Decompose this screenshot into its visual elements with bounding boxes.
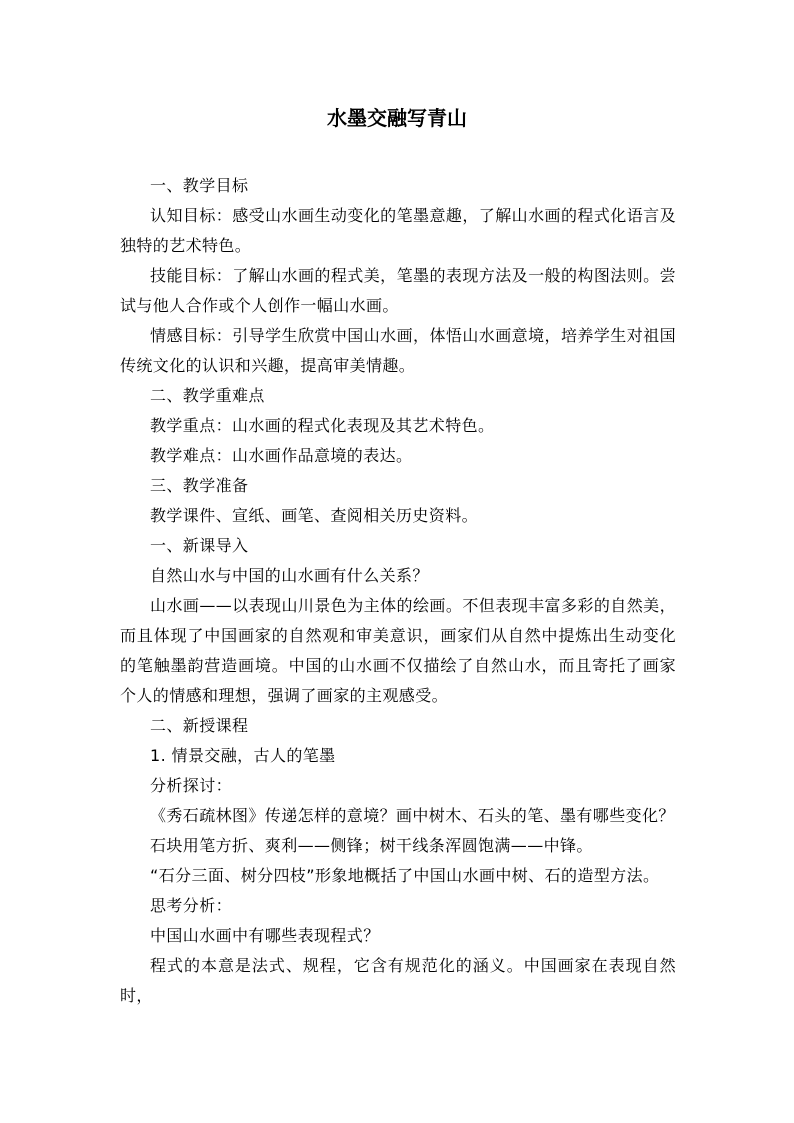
section-heading-new-lesson: 二、新授课程 bbox=[150, 716, 249, 735]
section-heading-introduction: 一、新课导入 bbox=[150, 536, 249, 555]
section-heading-key-points: 二、教学重难点 bbox=[150, 386, 265, 405]
paragraph-program-question: 中国山水画中有哪些表现程式？ bbox=[150, 926, 380, 945]
paragraph-teaching-focus: 教学重点：山水画的程式化表现及其艺术特色。 bbox=[150, 416, 495, 435]
paragraph-thinking-label: 思考分析： bbox=[150, 896, 233, 915]
paragraph-teaching-difficulty: 教学难点：山水画作品意境的表达。 bbox=[150, 446, 413, 465]
document-body bbox=[120, 171, 676, 1011]
subsection-heading-1: 1. 情景交融，古人的笔墨 bbox=[150, 746, 336, 765]
paragraph-preparation-items: 教学课件、宣纸、画笔、查阅相关历史资料。 bbox=[150, 506, 479, 525]
paragraph-modeling-method: “石分三面、树分四枝”形象地概括了中国山水画中树、石的造型方法。 bbox=[150, 866, 660, 885]
paragraph-intro-question: 自然山水与中国的山水画有什么关系？ bbox=[150, 566, 429, 585]
document-title: 水墨交融写青山 bbox=[327, 106, 467, 130]
paragraph-brush-technique: 石块用笔方折、爽利——侧锋；树干线条浑圆饱满——中锋。 bbox=[150, 836, 593, 855]
paragraph-skill-goal: 技能目标：了解山水画的程式美，笔墨的表现方法及一般的构图法则。尝试与他人合作或个人创作一幅山水画。 bbox=[120, 266, 676, 315]
section-heading-preparation: 三、教学准备 bbox=[150, 476, 249, 495]
section-heading-teaching-goals: 一、教学目标 bbox=[150, 176, 249, 195]
paragraph-cognitive-goal: 认知目标：感受山水画生动变化的笔墨意趣，了解山水画的程式化语言及独特的艺术特色。 bbox=[120, 206, 676, 255]
paragraph-analysis-label: 分析探讨： bbox=[150, 776, 233, 795]
paragraph-program-definition: 程式的本意是法式、规程，它含有规范化的涵义。中国画家在表现自然时， bbox=[120, 956, 676, 1005]
paragraph-emotional-goal: 情感目标：引导学生欣赏中国山水画，体悟山水画意境，培养学生对祖国传统文化的认识和兴趣，提高审美情趣。 bbox=[120, 326, 676, 375]
paragraph-painting-question: 《秀石疏林图》传递怎样的意境？画中树木、石头的笔、墨有哪些变化？ bbox=[150, 806, 675, 825]
paragraph-landscape-definition: 山水画——以表现山川景色为主体的绘画。不但表现丰富多彩的自然美，而且体现了中国画家的自然观和审美意识，画家们从自然中提炼出生动变化的笔触墨韵营造画境。中国的山水画不仅描绘了自然山水，而且寄托了画家个人的情感和理想，强调了画家的主观感受。 bbox=[120, 596, 676, 705]
